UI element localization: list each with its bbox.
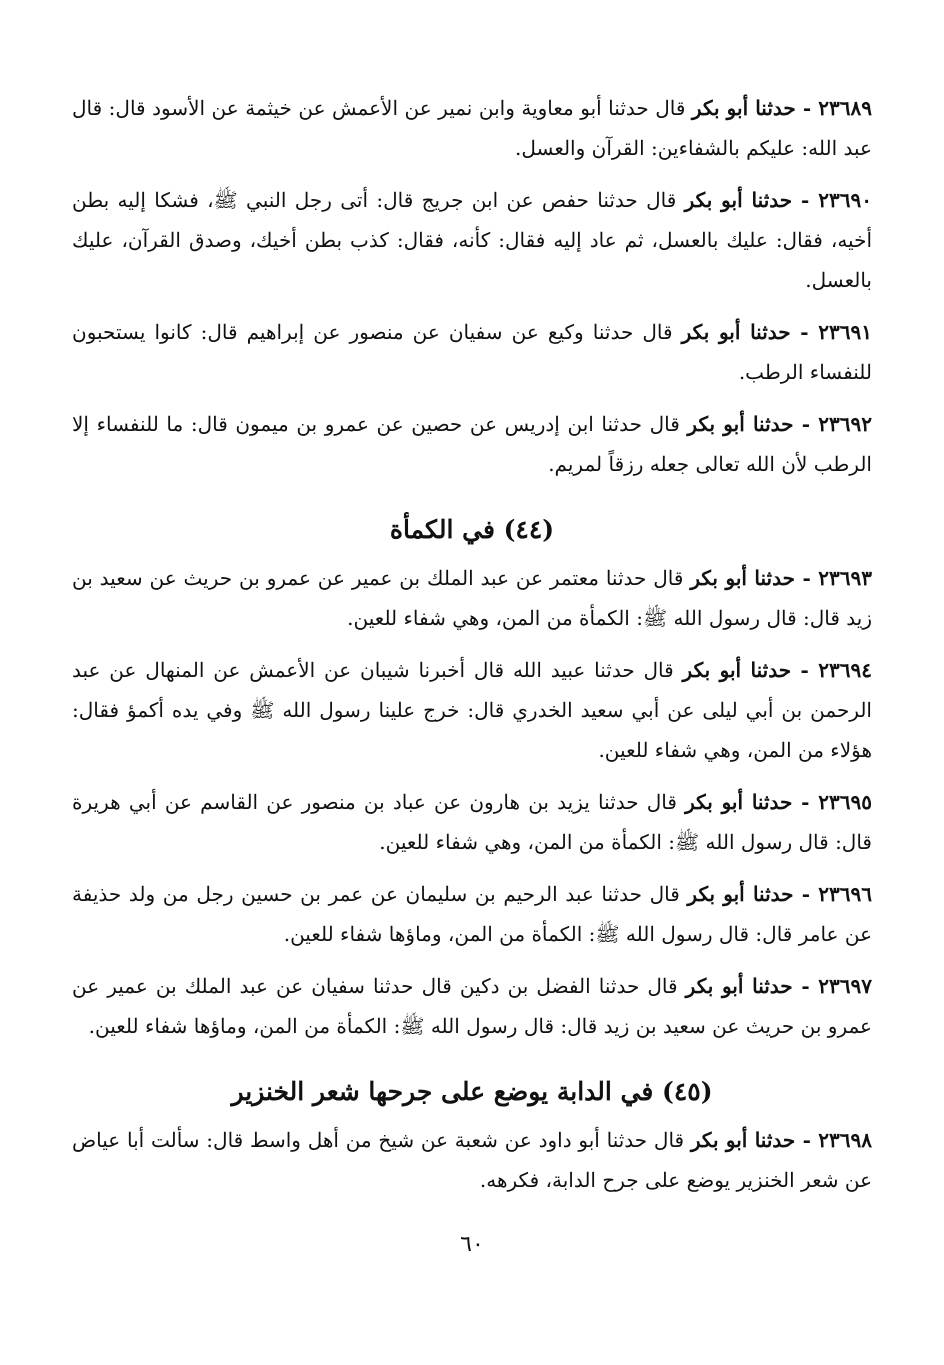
section-heading: (٤٤) في الكمأة: [389, 515, 555, 544]
hadith-lead: حدثنا أبو بكر: [685, 974, 793, 998]
hadith-entry: ٢٣٦٩٧ - حدثنا أبو بكر قال حدثنا الفضل بن دكين قال حدثنا سفيان عن عبد الملك بن عمير عن عمرو بن حريث عن سعيد بن زيد قال: قال رسول الله ﷺ: الكمأة من المن، وماؤها شفاء للعين.: [72, 974, 873, 1038]
hadith-number: ٢٣٦٩٦: [818, 882, 872, 906]
hadith-lead: حدثنا أبو بكر: [687, 882, 794, 906]
hadith-entry: ٢٣٦٩٠ - حدثنا أبو بكر قال حدثنا حفص عن ابن جريج قال: أتى رجل النبي ﷺ، فشكا إليه بطن أخيه، فقال: عليك بالعسل، ثم عاد إليه فقال: كأنه، فقال: كذب بطن أخيك، وصدق القرآن، عليك بالعسل.: [72, 188, 872, 292]
hadith-text: قال حدثنا يزيد بن هارون عن عباد بن منصور عن القاسم عن أبي هريرة قال: قال رسول الله ﷺ: الكمأة من المن، وهي شفاء للعين.: [72, 790, 872, 854]
hadith-text: قال حدثنا الفضل بن دكين قال حدثنا سفيان عن عبد الملك بن عمير عن عمرو بن حريث عن سعيد بن زيد قال: قال رسول الله ﷺ: الكمأة من المن، وماؤها شفاء للعين.: [72, 974, 872, 1038]
section-heading: (٤٥) في الدابة يوضع على جرحها شعر الخنزير: [231, 1077, 713, 1106]
hadith-number: ٢٣٦٨٩: [818, 96, 872, 120]
hadith-text: قال حدثنا ابن إدريس عن حصين عن عمرو بن ميمون قال: ما للنفساء إلا الرطب لأن الله تعالى جعله رزقاً لمريم.: [72, 412, 872, 476]
hadith-text: قال حدثنا أبو معاوية وابن نمير عن الأعمش عن خيثمة عن الأسود قال: قال عبد الله: عليكم بالشفاءين: القرآن والعسل.: [72, 96, 872, 160]
hadith-lead: حدثنا أبو بكر: [682, 658, 792, 682]
hadith-number: ٢٣٦٩٣: [818, 566, 873, 590]
hadith-text: قال حدثنا أبو داود عن شعبة عن شيخ من أهل واسط قال: سألت أبا عياض عن شعر الخنزير يوضع على جرح الدابة، فكرهه.: [72, 1128, 872, 1192]
hadith-lead: حدثنا أبو بكر: [685, 790, 793, 814]
hadith-number: ٢٣٦٩٥: [818, 790, 872, 814]
hadith-lead: حدثنا أبو بكر: [684, 188, 793, 212]
hadith-entry: ٢٣٦٨٩ - حدثنا أبو بكر قال حدثنا أبو معاوية وابن نمير عن الأعمش عن خيثمة عن الأسود قال: قال عبد الله: عليكم بالشفاءين: القرآن والعسل.: [72, 96, 872, 160]
hadith-number: ٢٣٦٩١: [818, 320, 872, 344]
hadith-entry: ٢٣٦٩٨ - حدثنا أبو بكر قال حدثنا أبو داود عن شعبة عن شيخ من أهل واسط قال: سألت أبا عياض عن شعر الخنزير يوضع على جرح الدابة، فكرهه.: [72, 1128, 873, 1192]
hadith-text: قال حدثنا عبد الرحيم بن سليمان عن عمر بن حسين رجل من ولد حذيفة عن عامر قال: قال رسول الله ﷺ: الكمأة من المن، وماؤها شفاء للعين.: [72, 882, 872, 946]
hadith-entry: ٢٣٦٩١ - حدثنا أبو بكر قال حدثنا وكيع عن سفيان عن منصور عن إبراهيم قال: كانوا يستحبون للنفساء الرطب.: [72, 320, 872, 384]
hadith-lead: حدثنا أبو بكر: [690, 566, 795, 590]
hadith-number: ٢٣٦٩٧: [818, 974, 873, 998]
hadith-entry: ٢٣٦٩٥ - حدثنا أبو بكر قال حدثنا يزيد بن هارون عن عباد بن منصور عن القاسم عن أبي هريرة قال: قال رسول الله ﷺ: الكمأة من المن، وهي شفاء للعين.: [72, 790, 872, 854]
hadith-text: قال حدثنا عبيد الله قال أخبرنا شيبان عن الأعمش عن المنهال عن عبد الرحمن بن أبي ليلى عن أبي سعيد الخدري قال: خرج علينا رسول الله ﷺ وفي يده أكمؤ فقال: هؤلاء من المن، وهي شفاء للعين.: [72, 658, 872, 762]
hadith-entry: ٢٣٦٩٦ - حدثنا أبو بكر قال حدثنا عبد الرحيم بن سليمان عن عمر بن حسين رجل من ولد حذيفة عن عامر قال: قال رسول الله ﷺ: الكمأة من المن، وماؤها شفاء للعين.: [72, 882, 872, 946]
page-number: ٦٠: [460, 1232, 484, 1257]
hadith-number: ٢٣٦٩٨: [818, 1128, 873, 1152]
hadith-entry: ٢٣٦٩٣ - حدثنا أبو بكر قال حدثنا معتمر عن عبد الملك بن عمير عن عمرو بن حريث عن سعيد بن زيد قال: قال رسول الله ﷺ: الكمأة من المن، وهي شفاء للعين.: [72, 566, 873, 630]
page-body: [72, 88, 872, 1212]
hadith-number: ٢٣٦٩٤: [818, 658, 872, 682]
hadith-lead: حدثنا أبو بكر: [690, 1128, 796, 1152]
hadith-entry: ٢٣٦٩٤ - حدثنا أبو بكر قال حدثنا عبيد الله قال أخبرنا شيبان عن الأعمش عن المنهال عن عبد الرحمن بن أبي ليلى عن أبي سعيد الخدري قال: خرج علينا رسول الله ﷺ وفي يده أكمؤ فقال: هؤلاء من المن، وهي شفاء للعين.: [72, 658, 872, 762]
hadith-lead: حدثنا أبو بكر: [687, 412, 794, 436]
hadith-text: قال حدثنا معتمر عن عبد الملك بن عمير عن عمرو بن حريث عن سعيد بن زيد قال: قال رسول الله ﷺ: الكمأة من المن، وهي شفاء للعين.: [72, 566, 872, 630]
hadith-number: ٢٣٦٩٢: [818, 412, 872, 436]
hadith-entry: ٢٣٦٩٢ - حدثنا أبو بكر قال حدثنا ابن إدريس عن حصين عن عمرو بن ميمون قال: ما للنفساء إلا الرطب لأن الله تعالى جعله رزقاً لمريم.: [72, 412, 872, 476]
hadith-lead: حدثنا أبو بكر: [681, 320, 791, 344]
hadith-lead: حدثنا أبو بكر: [691, 96, 796, 120]
hadith-number: ٢٣٦٩٠: [818, 188, 872, 212]
hadith-text: قال حدثنا حفص عن ابن جريج قال: أتى رجل النبي ﷺ، فشكا إليه بطن أخيه، فقال: عليك بالعسل، ثم عاد إليه فقال: كأنه، فقال: كذب بطن أخيك، وصدق القرآن، عليك بالعسل.: [72, 188, 872, 292]
hadith-text: قال حدثنا وكيع عن سفيان عن منصور عن إبراهيم قال: كانوا يستحبون للنفساء الرطب.: [72, 320, 872, 384]
